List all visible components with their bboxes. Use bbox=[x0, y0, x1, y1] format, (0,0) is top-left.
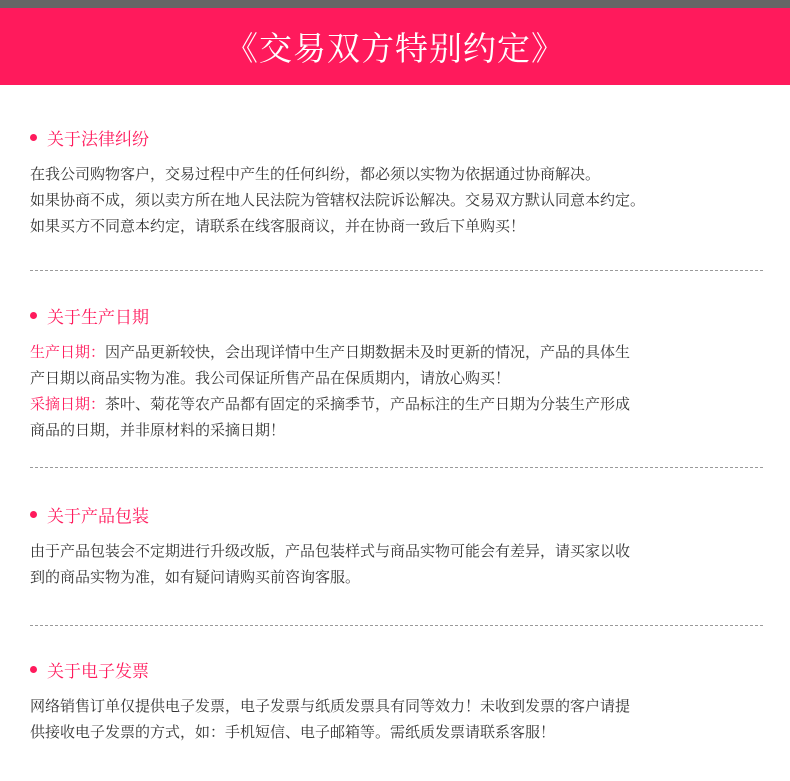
body-line: 产日期以商品实物为准。我公司保证所售产品在保质期内，请放心购买！ bbox=[30, 369, 511, 387]
section-electronic-invoice bbox=[30, 657, 765, 745]
term-text: 因产品更新较快，会出现详情中生产日期数据未及时更新的情况，产品的具体生 bbox=[105, 343, 631, 361]
bullet-dot-icon bbox=[30, 312, 37, 319]
section-heading-text: 关于产品包装 bbox=[47, 506, 149, 527]
body-line: 由于产品包装会不定期进行升级改版，产品包装样式与商品实物可能会有差异，请买家以收 bbox=[30, 542, 631, 560]
top-strip bbox=[0, 0, 790, 8]
section-packaging bbox=[30, 502, 765, 590]
section-legal-disputes bbox=[30, 125, 765, 239]
section-production-date bbox=[30, 303, 765, 443]
body-line: 商品的日期，并非原材料的采摘日期！ bbox=[30, 421, 286, 439]
body-line: 到的商品实物为准，如有疑问请购买前咨询客服。 bbox=[30, 568, 361, 586]
section-divider bbox=[30, 270, 763, 271]
section-heading-text: 关于电子发票 bbox=[47, 661, 149, 682]
bullet-dot-icon bbox=[30, 134, 37, 141]
page-title: 《交易双方特别约定》 bbox=[225, 29, 565, 68]
body-line: 网络销售订单仅提供电子发票，电子发票与纸质发票具有同等效力！未收到发票的客户请提 bbox=[30, 697, 631, 715]
term-label: 采摘日期： bbox=[30, 395, 106, 413]
section-heading-text: 关于生产日期 bbox=[47, 307, 149, 328]
section-body bbox=[30, 693, 765, 745]
bullet-dot-icon bbox=[30, 666, 37, 673]
term-label: 生产日期： bbox=[30, 343, 106, 361]
section-heading-text: 关于法律纠纷 bbox=[47, 129, 149, 150]
section-body bbox=[30, 538, 765, 590]
body-line: 如果买方不同意本约定，请联系在线客服商议，并在协商一致后下单购买！ bbox=[30, 217, 526, 235]
section-heading bbox=[30, 657, 765, 681]
term-text: 茶叶、菊花等农产品都有固定的采摘季节，产品标注的生产日期为分装生产形成 bbox=[105, 395, 631, 413]
body-line: 供接收电子发票的方式，如：手机短信、电子邮箱等。需纸质发票请联系客服！ bbox=[30, 723, 556, 741]
body-line: 在我公司购物客户，交易过程中产生的任何纠纷，都必须以实物为依据通过协商解决。 bbox=[30, 165, 601, 183]
body-line: 如果协商不成，须以卖方所在地人民法院为管辖权法院诉讼解决。交易双方默认同意本约定。 bbox=[30, 191, 646, 209]
bullet-dot-icon bbox=[30, 511, 37, 518]
section-divider bbox=[30, 625, 763, 626]
body-line bbox=[30, 391, 765, 417]
section-body bbox=[30, 339, 765, 443]
section-body bbox=[30, 161, 765, 239]
section-heading bbox=[30, 125, 765, 149]
body-line bbox=[30, 339, 765, 365]
section-heading bbox=[30, 502, 765, 526]
title-banner bbox=[0, 8, 790, 85]
section-divider bbox=[30, 467, 763, 468]
section-heading bbox=[30, 303, 765, 327]
